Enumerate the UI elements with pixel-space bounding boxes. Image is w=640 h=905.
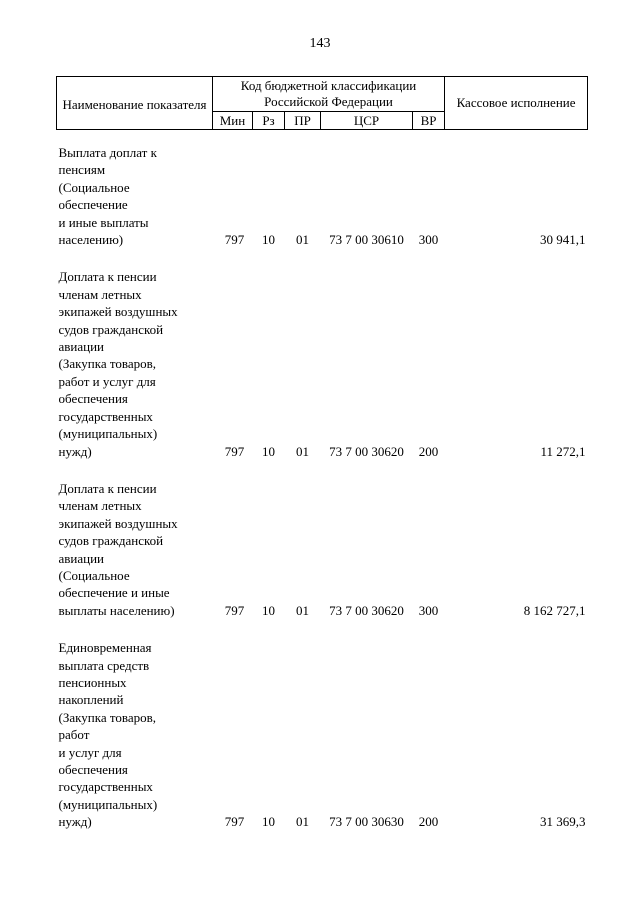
indicator-name (57, 144, 213, 248)
table-row (57, 639, 588, 830)
indicator-name-line: (муниципальных) (58, 426, 158, 442)
indicator-name (57, 639, 213, 830)
header-pr: ПР (285, 112, 321, 130)
section-code: 10 (262, 232, 275, 248)
indicator-name-line: нужд) (58, 443, 92, 459)
indicator-name-line: населению) (58, 232, 124, 248)
indicator-name-line: (Закупка товаров, (58, 709, 156, 725)
indicator-name-line: обеспечения (58, 762, 128, 777)
indicator-name-line: работ (58, 727, 90, 743)
header-code-group: Код бюджетной классификации Российской Федерации (213, 77, 445, 112)
table-row (57, 268, 588, 459)
cash-execution-amount: 8 162 727,1 (523, 602, 586, 618)
target-article-code: 73 7 00 30610 (329, 232, 404, 248)
cash-execution-amount: 31 369,3 (540, 814, 586, 830)
indicator-name-line: обеспечения (58, 391, 128, 407)
table-row (57, 480, 588, 619)
indicator-name-line: работ и услуг для (58, 373, 156, 389)
table-header (57, 77, 588, 130)
indicator-name-line: нужд) (58, 814, 92, 830)
expense-type-code: 200 (418, 814, 439, 830)
subsection-code: 01 (296, 232, 309, 248)
ministry-code: 797 (224, 232, 245, 248)
indicator-name-line: и услуг для (58, 744, 122, 760)
expense-type-code: 200 (418, 443, 439, 459)
subsection-code: 01 (296, 814, 309, 830)
subsection-code: 01 (296, 602, 309, 618)
page-number: 143 (309, 36, 331, 51)
indicator-name-line: членам летных (58, 286, 142, 302)
indicator-name-line: Доплата к пенсии (58, 480, 157, 496)
indicator-name-line: судов гражданской (58, 321, 164, 337)
section-code: 10 (262, 814, 275, 830)
indicator-name-line: экипажей воздушных (58, 515, 178, 531)
indicator-name-line: членам летных (58, 498, 142, 514)
cash-execution-amount: 30 941,1 (540, 232, 586, 248)
table-body (57, 130, 588, 831)
indicator-name-line: (муниципальных) (58, 796, 158, 812)
indicator-name-line: Единовременная (58, 640, 152, 656)
indicator-name-line: авиации (58, 550, 105, 566)
target-article-code: 73 7 00 30620 (329, 602, 404, 618)
ministry-code: 797 (224, 814, 245, 830)
target-article-code: 73 7 00 30620 (329, 443, 404, 459)
expense-type-code: 300 (418, 602, 439, 618)
indicator-name-line: экипажей воздушных (58, 304, 178, 320)
cash-execution-amount: 11 272,1 (540, 443, 586, 459)
indicator-name-line: и иные выплаты (58, 214, 149, 230)
indicator-name-line: пенсиям (58, 162, 106, 178)
indicator-name-line: выплата средств (58, 657, 150, 673)
header-rz: Рз (253, 112, 285, 130)
indicator-name-line: государственных (58, 408, 153, 424)
subsection-code: 01 (296, 443, 309, 459)
table-row (57, 144, 588, 248)
indicator-name-line: (Закупка товаров, (58, 356, 156, 372)
indicator-name-line: (Социальное (58, 179, 130, 195)
header-amount: Кассовое исполнение (445, 77, 588, 130)
ministry-code: 797 (224, 602, 245, 618)
indicator-name-line: выплаты населению) (58, 602, 175, 618)
indicator-name-line: обеспечение и иные (58, 585, 170, 601)
indicator-name-line: государственных (58, 779, 153, 795)
indicator-name-line: судов гражданской (58, 533, 164, 549)
indicator-name-line: (Социальное (58, 567, 130, 583)
header-csr: ЦСР (321, 112, 413, 130)
budget-table (56, 76, 588, 831)
indicator-name-line: пенсионных (58, 674, 127, 690)
header-vr: ВР (413, 112, 445, 130)
target-article-code: 73 7 00 30630 (329, 814, 404, 830)
indicator-name-line: Доплата к пенсии (58, 269, 157, 285)
indicator-name-line: Выплата доплат к (58, 145, 157, 160)
indicator-name-line: накоплений (58, 692, 124, 708)
indicator-name (57, 480, 213, 619)
indicator-name-line: авиации (58, 339, 105, 355)
section-code: 10 (262, 443, 275, 459)
expense-type-code: 300 (418, 232, 439, 248)
header-name: Наименование показателя (57, 77, 213, 130)
indicator-name (57, 268, 213, 459)
indicator-name-line: обеспечение (58, 197, 128, 213)
ministry-code: 797 (224, 443, 245, 459)
section-code: 10 (262, 602, 275, 618)
header-min: Мин (213, 112, 253, 130)
